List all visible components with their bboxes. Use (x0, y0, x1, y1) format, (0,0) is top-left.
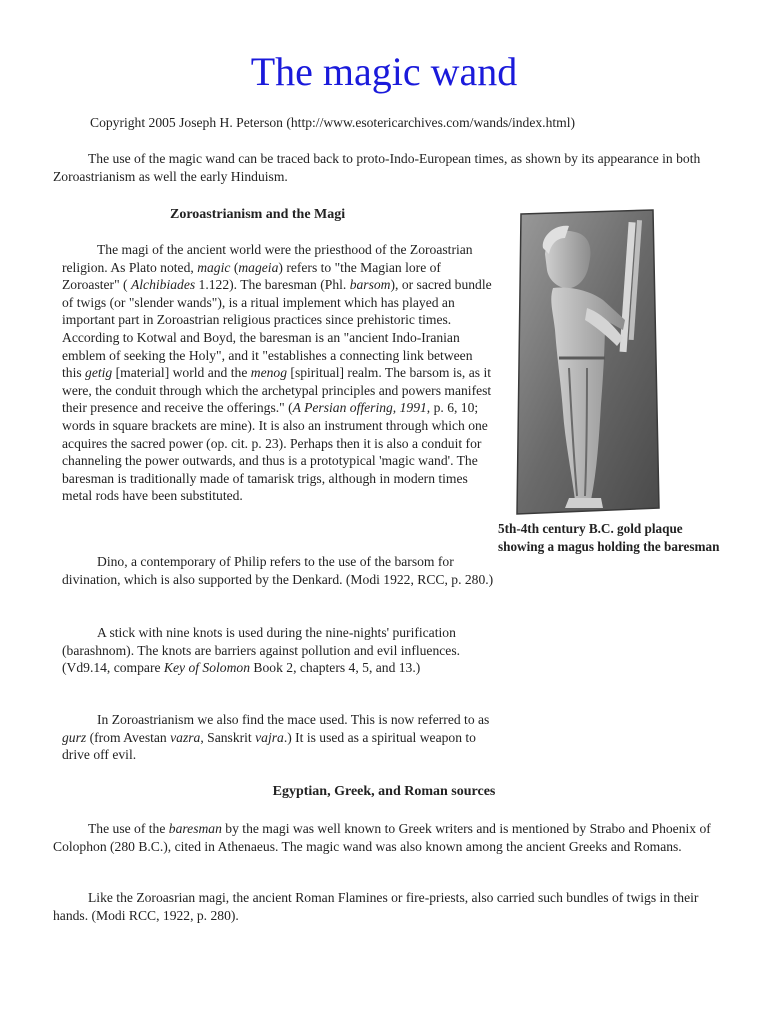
paragraph-mace: In Zoroastrianism we also find the mace used. This is now referred to as gurz (from Avestan vazra, Sanskrit vajra.) It is used as a spiritual weapon to drive off evil. (62, 712, 490, 763)
paragraph-greek-writers: The use of the baresman by the magi was well known to Greek writers and is mentioned by Strabo and Phoenix of Colophon (280 B.C.), cited in Athenaeus. The magic wand was also known among the ancient Greeks and Romans. (53, 821, 711, 854)
paragraph-nine-knots: A stick with nine knots is used during the nine-nights' purification (barashnom). The knots are barriers against pollution and evil influences. (Vd9.14, compare Key of Solomon Book 2, chapters 4, 5, and 13.) (62, 625, 461, 676)
section-heading-egyptian-greek-roman: Egyptian, Greek, and Roman sources (272, 784, 496, 799)
gold-plaque-image (513, 208, 661, 516)
intro-paragraph: The use of the magic wand can be traced back to proto-Indo-European times, as shown by its appearance in both Zoroastrianism as well the early Hinduism. (53, 151, 701, 184)
page-title: The magic wand (250, 49, 518, 94)
section-heading-zoroastrianism: Zoroastrianism and the Magi (170, 207, 346, 222)
paragraph-magi: The magi of the ancient world were the priesthood of the Zoroastrian religion. As Plato noted, magic (mageia) refers to "the Magian lore of Zoroaster" ( Alchibiades 1.122). The baresman (Phl. barsom), or sacred bundle of twigs (or "slender wands"), is a ritual implement which has played an important part in Zoroastrian religious practices since prehistoric times. According to Kotwal and Boyd, the baresman is an "ancient Indo-Iranian emblem of seeking the Holy", and it "establishes a connecting link between this getig [material] world and the menog [spiritual] realm. The barsom is, as it were, the conduit through which the archetypal principles and powers manifest their presence and receive the offerings." (A Persian offering, 1991, p. 6, 10; words in square brackets are mine). It is also an instrument through which one acquires the sacred power (op. cit. p. 23). Perhaps then it is also a conduit for channeling the power outwards, and thus is a prototypical 'magic wand'. The baresman is traditionally made of tamarisk trigs, although in modern times metal rods have been substituted. (62, 242, 492, 504)
figure-caption: 5th-4th century B.C. gold plaque showing a magus holding the baresman (498, 521, 720, 554)
paragraph-roman-flamines: Like the Zoroasrian magi, the ancient Roman Flamines or fire-priests, also carried such bundles of twigs in their hands. (Modi RCC, 1922, p. 280). (53, 890, 699, 923)
paragraph-dino: Dino, a contemporary of Philip refers to the use of the barsom for divination, which is also supported by the Denkard. (Modi 1922, RCC, p. 280.) (62, 554, 494, 587)
copyright-line: Copyright 2005 Joseph H. Peterson (http://www.esotericarchives.com/wands/index.html) (90, 115, 576, 130)
